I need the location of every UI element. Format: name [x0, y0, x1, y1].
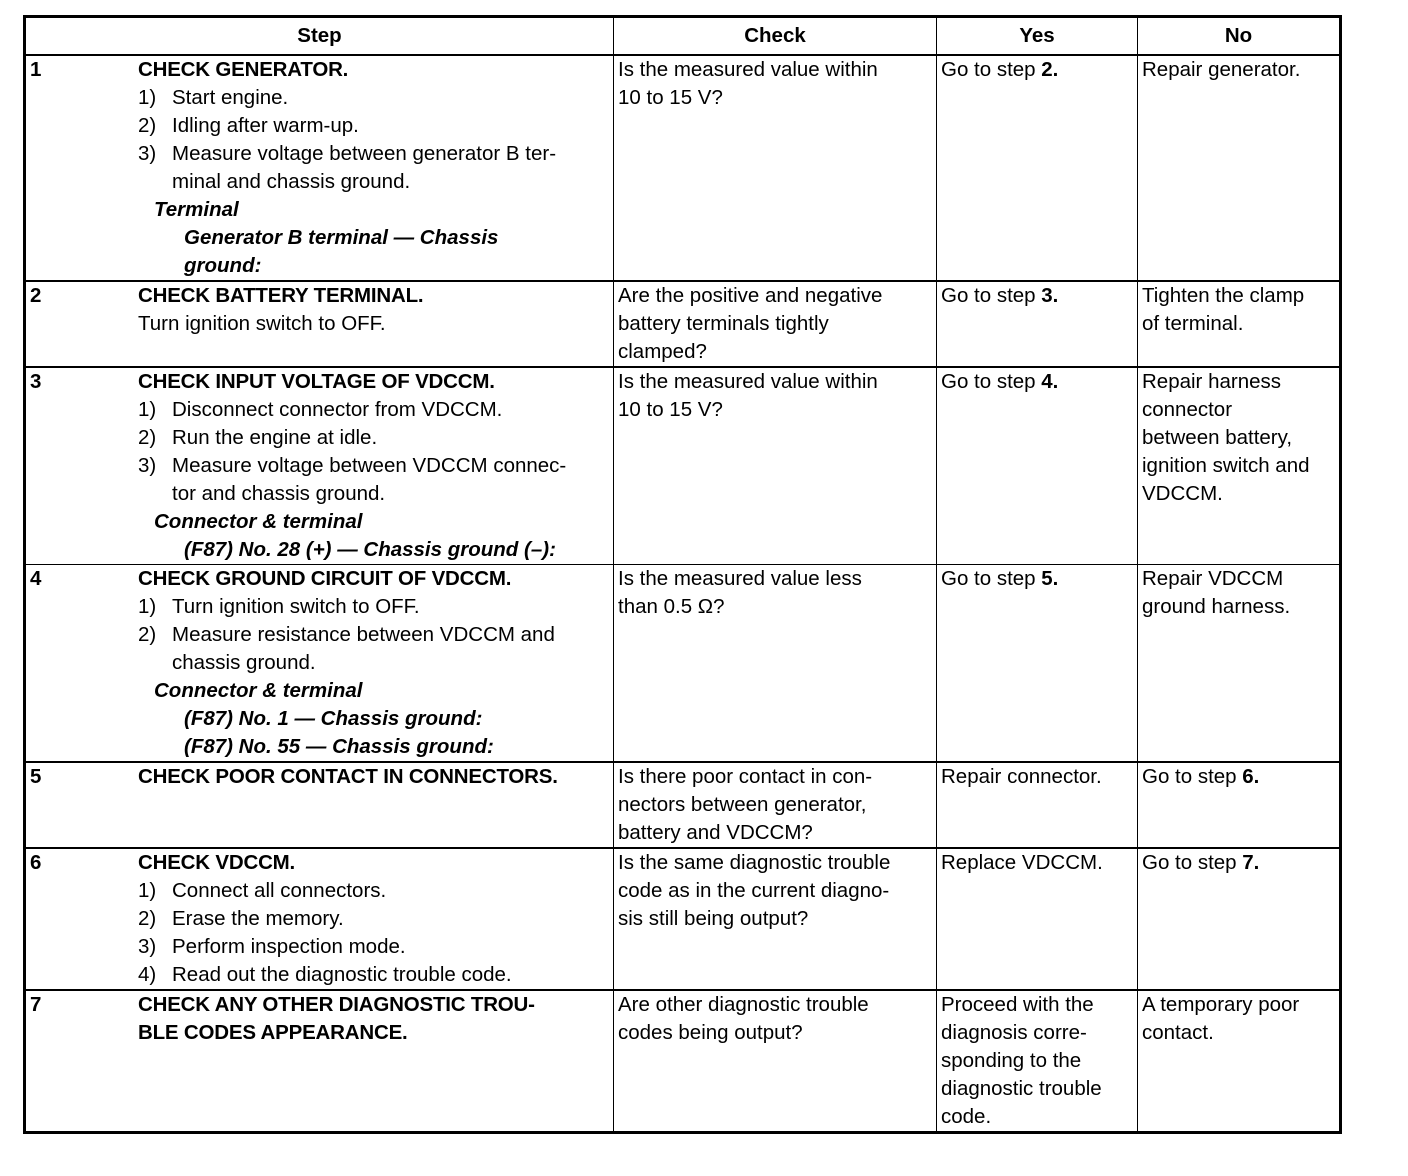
step-body — [138, 991, 609, 1047]
substep — [138, 905, 609, 933]
step-number: 4 — [30, 567, 42, 590]
substep-text: Measure voltage between VDCCM connec- tor and chassis ground. — [172, 454, 567, 505]
yes-cell — [937, 55, 1138, 281]
step-number: 2 — [30, 284, 42, 307]
step-title: CHECK GENERATOR. — [138, 58, 349, 81]
yes-text: Proceed with the diagnosis corre- sponding to the diagnostic trouble code. — [941, 993, 1102, 1128]
step-content — [30, 991, 609, 1047]
terminal-spec: (F87) No. 28 (+) — Chassis ground (–): — [184, 538, 556, 561]
check-cell: Is the measured value within 10 to 15 V? — [614, 367, 937, 565]
no-cell — [1138, 762, 1341, 848]
substep-number: 1) — [138, 879, 157, 902]
table-body — [25, 55, 1341, 1133]
substep-text: Measure resistance between VDCCM and chassis ground. — [172, 623, 555, 674]
step-content — [30, 849, 609, 989]
step-title: CHECK GROUND CIRCUIT OF VDCCM. — [138, 567, 512, 590]
check-cell: Are other diagnostic trouble codes being output? — [614, 990, 937, 1133]
step-cell — [25, 848, 614, 990]
yes-text: Go to step — [941, 284, 1042, 307]
no-cell — [1138, 848, 1341, 990]
header-step: Step — [25, 17, 614, 56]
no-text: Repair VDCCM ground harness. — [1142, 567, 1291, 618]
substep — [138, 961, 609, 989]
yes-cell — [937, 762, 1138, 848]
yes-cell — [937, 990, 1138, 1133]
header-no: No — [1138, 17, 1341, 56]
header-row — [25, 17, 1341, 56]
step-content — [30, 282, 609, 338]
header-check: Check — [614, 17, 937, 56]
substep-text: Perform inspection mode. — [172, 935, 406, 958]
yes-text: Go to step — [941, 567, 1042, 590]
yes-step-ref: 4. — [1041, 370, 1059, 393]
substep — [138, 452, 609, 508]
step-cell — [25, 367, 614, 565]
yes-cell — [937, 281, 1138, 367]
no-cell — [1138, 990, 1341, 1133]
check-cell: Is there poor contact in con- nectors between generator, battery and VDCCM? — [614, 762, 937, 848]
step-body — [138, 56, 609, 280]
no-step-ref: 7. — [1242, 851, 1260, 874]
step-title: CHECK BATTERY TERMINAL. — [138, 284, 424, 307]
yes-text: Replace VDCCM. — [941, 851, 1103, 874]
no-text: Repair generator. — [1142, 58, 1301, 81]
table-row — [25, 55, 1341, 281]
substep — [138, 424, 609, 452]
step-cell — [25, 565, 614, 763]
check-cell: Are the positive and negative battery terminals tightly clamped? — [614, 281, 937, 367]
substep — [138, 593, 609, 621]
substep-number: 3) — [138, 454, 157, 477]
substep-number: 2) — [138, 426, 157, 449]
substep — [138, 84, 609, 112]
yes-step-ref: 3. — [1041, 284, 1059, 307]
substep-text: Read out the diagnostic trouble code. — [172, 963, 512, 986]
no-cell — [1138, 367, 1341, 565]
step-body — [138, 282, 609, 338]
substep-number: 2) — [138, 907, 157, 930]
yes-text: Go to step — [941, 58, 1042, 81]
diagnostic-table — [23, 15, 1342, 1134]
step-number: 5 — [30, 765, 42, 788]
yes-step-ref: 2. — [1041, 58, 1059, 81]
substep-number: 1) — [138, 86, 157, 109]
step-title: CHECK POOR CONTACT IN CONNECTORS. — [138, 765, 558, 788]
yes-text: Repair connector. — [941, 765, 1102, 788]
terminal-heading: Connector & terminal — [154, 510, 363, 533]
substep-number: 1) — [138, 398, 157, 421]
step-number: 6 — [30, 851, 42, 874]
substep-number: 3) — [138, 935, 157, 958]
step-body — [138, 565, 609, 761]
check-cell: Is the same diagnostic trouble code as in the current diagno- sis still being output? — [614, 848, 937, 990]
step-title: CHECK ANY OTHER DIAGNOSTIC TROU- BLE CODES APPEARANCE. — [138, 993, 535, 1044]
step-number: 3 — [30, 370, 42, 393]
no-text: Go to step — [1142, 851, 1243, 874]
header-yes: Yes — [937, 17, 1138, 56]
step-content — [30, 565, 609, 761]
no-cell — [1138, 565, 1341, 763]
no-text: Repair harness connector between battery, ignition switch and VDCCM. — [1142, 370, 1310, 505]
table-row — [25, 762, 1341, 848]
step-cell — [25, 281, 614, 367]
step-content — [30, 56, 609, 280]
table-row — [25, 281, 1341, 367]
terminal-spec: (F87) No. 55 — Chassis ground: — [184, 735, 494, 758]
substep-text: Measure voltage between generator B ter- minal and chassis ground. — [172, 142, 557, 193]
substep-number: 4) — [138, 963, 157, 986]
terminal-heading: Terminal — [154, 198, 239, 221]
no-text: Tighten the clamp of terminal. — [1142, 284, 1305, 335]
substep-number: 3) — [138, 142, 157, 165]
step-title: CHECK VDCCM. — [138, 851, 296, 874]
substep-text: Erase the memory. — [172, 907, 344, 930]
substep-number: 2) — [138, 114, 157, 137]
substep-text: Start engine. — [172, 86, 289, 109]
yes-text: Go to step — [941, 370, 1042, 393]
substep — [138, 112, 609, 140]
step-cell — [25, 55, 614, 281]
substep — [138, 933, 609, 961]
step-instruction: Turn ignition switch to OFF. — [138, 312, 386, 335]
step-number: 7 — [30, 993, 42, 1016]
step-cell — [25, 762, 614, 848]
substep-text: Connect all connectors. — [172, 879, 387, 902]
step-content — [30, 763, 609, 791]
step-body — [138, 849, 609, 989]
substep-text: Idling after warm-up. — [172, 114, 359, 137]
table-row — [25, 990, 1341, 1133]
yes-cell — [937, 848, 1138, 990]
substep-text: Disconnect connector from VDCCM. — [172, 398, 503, 421]
check-cell: Is the measured value within 10 to 15 V? — [614, 55, 937, 281]
substep-number: 1) — [138, 595, 157, 618]
terminal-spec: (F87) No. 1 — Chassis ground: — [184, 707, 483, 730]
yes-cell — [937, 565, 1138, 763]
substep — [138, 140, 609, 196]
step-content — [30, 368, 609, 564]
step-number: 1 — [30, 58, 42, 81]
no-cell — [1138, 281, 1341, 367]
yes-step-ref: 5. — [1041, 567, 1059, 590]
substep-text: Run the engine at idle. — [172, 426, 378, 449]
substep — [138, 621, 609, 677]
step-cell — [25, 990, 614, 1133]
step-title: CHECK INPUT VOLTAGE OF VDCCM. — [138, 370, 495, 393]
substep-text: Turn ignition switch to OFF. — [172, 595, 420, 618]
substep — [138, 396, 609, 424]
substep — [138, 877, 609, 905]
terminal-heading: Connector & terminal — [154, 679, 363, 702]
check-cell: Is the measured value less than 0.5 Ω? — [614, 565, 937, 763]
no-text: Go to step — [1142, 765, 1243, 788]
table-row — [25, 367, 1341, 565]
table-row — [25, 848, 1341, 990]
no-text: A temporary poor contact. — [1142, 993, 1300, 1044]
table-row — [25, 565, 1341, 763]
substep-number: 2) — [138, 623, 157, 646]
no-step-ref: 6. — [1242, 765, 1260, 788]
terminal-spec: Generator B terminal — Chassis ground: — [184, 226, 499, 277]
step-body — [138, 763, 609, 791]
yes-cell — [937, 367, 1138, 565]
no-cell — [1138, 55, 1341, 281]
step-body — [138, 368, 609, 564]
